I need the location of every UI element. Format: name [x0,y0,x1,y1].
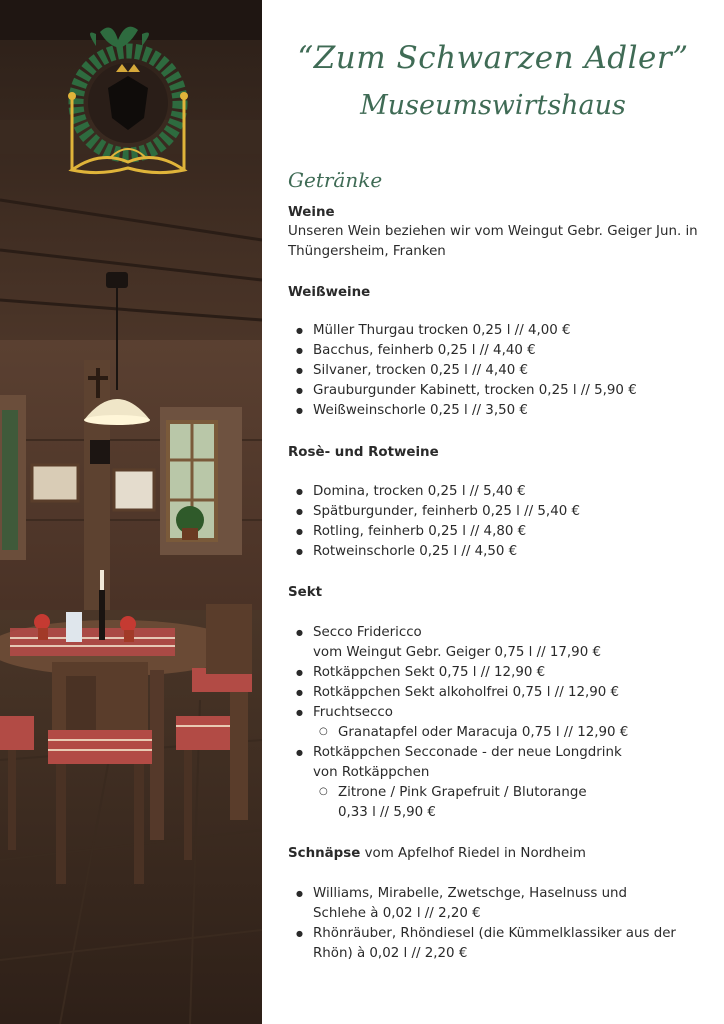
item-line: ● Secco Fridericco [313,625,422,640]
item-line: von Rotkäppchen [313,765,430,780]
red-wine-heading: Rosè- und Rotweine [288,445,439,460]
item-line: Schlehe à 0,02 l // 2,20 € [313,906,481,921]
sekt-heading: Sekt [288,585,323,600]
sub-list [313,723,718,743]
item-line: ● Fruchtsecco [313,705,393,720]
list-item: ● Bacchus, feinherb 0,25 l // 4,40 € [288,341,718,361]
item-line: ● Rotkäppchen Secconade - der neue Longdrink [313,745,622,760]
list-item: ● Weißweinschorle 0,25 l // 3,50 € [288,401,718,421]
list-item: ● Domina, trocken 0,25 l // 5,40 € [288,482,718,502]
interior-photo [0,0,262,1024]
list-item: ● Rotkäppchen Sekt 0,75 l // 12,90 € [288,663,718,683]
item-line: 0,33 l // 5,90 € [338,805,436,820]
wine-heading: Weine [288,205,335,220]
wall-picture [32,465,78,501]
flower-pot [34,614,50,630]
sub-list [313,783,718,823]
item-line: Rhön) à 0,02 l // 2,20 € [313,946,468,961]
item-line: ○ Zitrone / Pink Grapefruit / Blutorange [338,785,587,800]
flower-pot [120,616,136,632]
list-item: ● Rotkäppchen Sekt alkoholfrei 0,75 l // 12,90 € [288,683,718,703]
list-item [288,703,718,743]
list-item: ● Grauburgunder Kabinett, trocken 0,25 l // 5,90 € [288,381,718,401]
interior-illustration [0,0,262,1024]
item-line: ● Williams, Mirabelle, Zwetschge, Haselnuss und [313,886,628,901]
white-wine-heading: Weißweine [288,285,371,300]
restaurant-name: “Zum Schwarzen Adler” [297,40,689,76]
list-item: ● Silvaner, trocken 0,25 l // 4,40 € [288,361,718,381]
cutlery-holder [66,612,82,642]
wall-picture [114,470,154,510]
white-wine-list [288,321,718,421]
list-item: ● Rotling, feinherb 0,25 l // 4,80 € [288,522,718,542]
table-runner [10,628,175,656]
schnaps-heading [288,844,708,864]
list-item [288,623,718,663]
list-item: ● Müller Thurgau trocken 0,25 l // 4,00 € [288,321,718,341]
schnaps-list [288,884,718,964]
section-title-drinks: Getränke [288,168,383,192]
sub-list-item: ○ Granatapfel oder Maracuja 0,75 l // 12,90 € [313,723,718,743]
red-wine-list [288,482,718,562]
schnaps-heading-bold: Schnäpse [288,846,361,861]
list-item: ● Spätburgunder, feinherb 0,25 l // 5,40 € [288,502,718,522]
list-item [288,743,718,823]
list-item [288,884,718,924]
schnaps-heading-source: vom Apfelhof Riedel in Nordheim [360,846,586,861]
item-line: vom Weingut Gebr. Geiger 0,75 l // 17,90 € [313,645,601,660]
list-item: ● Rotweinschorle 0,25 l // 4,50 € [288,542,718,562]
menu-panel [262,0,724,1024]
restaurant-subtitle: Museumswirtshaus [360,90,626,121]
item-line: ● Rhönräuber, Rhöndiesel (die Kümmelklassiker aus der [313,926,676,941]
sekt-list [288,623,718,823]
wine-intro: Unseren Wein beziehen wir vom Weingut Gebr. Geiger Jun. in Thüngersheim, Franken [288,224,698,259]
list-item [288,924,718,964]
sub-list-item [313,783,718,823]
